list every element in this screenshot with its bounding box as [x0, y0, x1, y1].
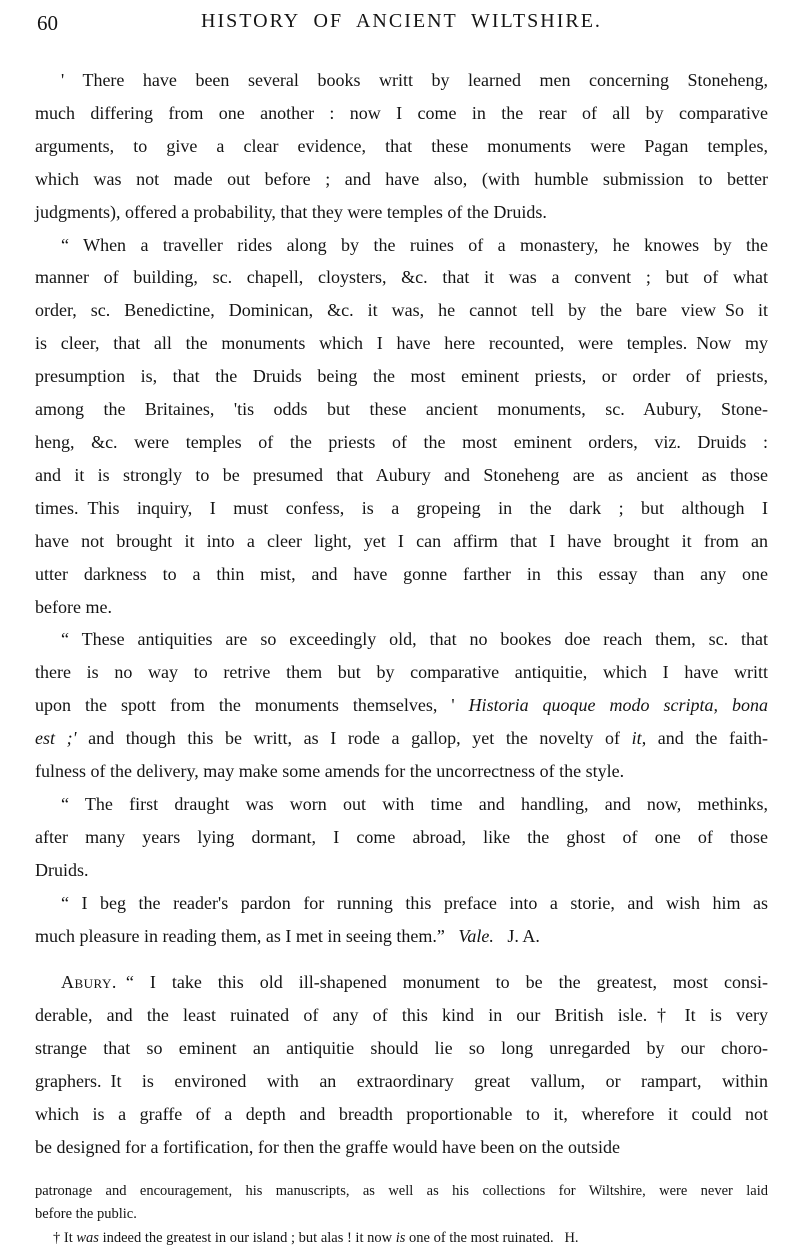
text-line: and it is strongly to be presumed that Aubury and Stoneheng are as ancient as those — [35, 464, 768, 485]
text-line: derable, and the least ruinated of any of this kind in our British isle.† It is very — [35, 1005, 768, 1026]
text-segment: was — [76, 1229, 99, 1246]
footnotes — [35, 1180, 768, 1251]
text-segment: is — [395, 1229, 406, 1246]
text-line: arguments, to give a clear evidence, that these monuments were Pagan temples, — [35, 135, 768, 156]
page-number: 60 — [37, 11, 58, 35]
text-line: fulness of the delivery, may make some amends for the uncorrectness of the style. — [35, 761, 625, 782]
text-line: which was not made out before ; and have also, (with humble submission to better — [35, 168, 768, 189]
text-segment: est ;' — [35, 728, 77, 749]
text-segment: , and the faith- — [641, 728, 769, 749]
text-line: manner of building, sc. chapell, cloysters, &c. that it was a convent ; but of what — [35, 267, 768, 288]
paragraph — [35, 1180, 768, 1227]
text-line: “ I beg the reader's pardon for running this preface into a storie, and wish him as — [61, 892, 768, 913]
text-line: among the Britaines, 'tis odds but these ancient monuments, sc. Aubury, Stone- — [35, 399, 768, 420]
page-title: HISTORY OF ANCIENT WILTSHIRE. — [201, 10, 602, 32]
text-line — [35, 722, 768, 755]
text-segment: upon the spott from the monuments themselves, ' — [35, 695, 469, 716]
text-line: “ When a traveller rides along by the ruines of a monastery, he knowes by the — [61, 234, 768, 255]
text-segment: one of the most ruinated. H. — [405, 1229, 579, 1246]
text-segment: it — [631, 728, 642, 749]
text-line: “ These antiquities are so exceedingly old, that no bookes doe reach them, sc. that — [61, 629, 768, 650]
text-line: strange that so eminent an antiquitie should lie so long unregarded by our choro- — [35, 1038, 768, 1059]
text-line: utter darkness to a thin mist, and have gonne farther in this essay than any one — [35, 563, 768, 584]
paragraph — [35, 966, 768, 1163]
text-line: order, sc. Benedictine, Dominican, &c. it was, he cannot tell by the bare view So it — [35, 300, 768, 321]
text-line: “ The first draught was worn out with time and handling, and now, methinks, — [61, 793, 768, 814]
text-line: times. This inquiry, I must confess, is a gropeing in the dark ; but although I — [35, 497, 768, 518]
text-segment: J. A. — [493, 925, 540, 946]
text-line: there is no way to retrive them but by comparative antiquitie, which I have writt — [35, 662, 768, 683]
text-segment: indeed the greatest in our island ; but alas ! it now — [98, 1229, 396, 1246]
text-segment: Abury. — [61, 972, 117, 993]
text-segment: and though this be writt, as I rode a gallop, yet the novelty of — [76, 728, 632, 749]
main-text — [35, 64, 768, 1164]
paragraph — [35, 1227, 768, 1251]
text-line — [35, 966, 768, 999]
text-line: before me. — [35, 596, 112, 617]
text-line: have not brought it into a cleer light, yet I can affirm that I have brought it from an — [35, 530, 768, 551]
text-line: heng, &c. were temples of the priests of the most eminent orders, viz. Druids : — [35, 431, 768, 452]
paragraph — [35, 64, 768, 229]
text-line: ' There have been several books writt by learned men concerning Stoneheng, — [61, 70, 768, 90]
text-line: which is a graffe of a depth and breadth proportionable to it, wherefore it could not — [35, 1104, 768, 1125]
text-line: after many years lying dormant, I come abroad, like the ghost of one of those — [35, 826, 768, 847]
text-line — [35, 920, 768, 953]
text-segment: Vale. — [458, 925, 494, 946]
paragraph — [35, 229, 768, 624]
paragraph — [35, 623, 768, 788]
text-line: is cleer, that all the monuments which I have here recounted, were temples. Now my — [35, 333, 768, 354]
text-line: graphers. It is environed with an extraordinary great vallum, or rampart, within — [35, 1071, 768, 1092]
text-line — [35, 1227, 768, 1251]
text-segment: much pleasure in reading them, as I met in seeing them.” — [35, 925, 459, 946]
text-line: before the public. — [35, 1206, 137, 1223]
paragraph — [35, 887, 768, 953]
paragraph — [35, 788, 768, 887]
text-line — [35, 689, 768, 722]
text-line: presumption is, that the Druids being the most eminent priests, or order of priests, — [35, 366, 768, 387]
page-header — [35, 10, 768, 40]
text-line: be designed for a fortification, for then the graffe would have been on the outside — [35, 1137, 620, 1157]
text-line: Druids. — [35, 859, 89, 880]
text-line: patronage and encouragement, his manuscripts, as well as his collections for Wiltshire, were never laid — [35, 1182, 768, 1199]
text-line: much differing from one another : now I come in the rear of all by comparative — [35, 102, 768, 123]
text-segment: “ I take this old ill-shapened monument to be the greatest, most consi- — [116, 972, 768, 993]
text-segment: † It — [53, 1229, 77, 1246]
text-line: judgments), offered a probability, that they were temples of the Druids. — [35, 201, 547, 222]
text-segment: Historia quoque modo scripta, bona — [468, 695, 768, 716]
